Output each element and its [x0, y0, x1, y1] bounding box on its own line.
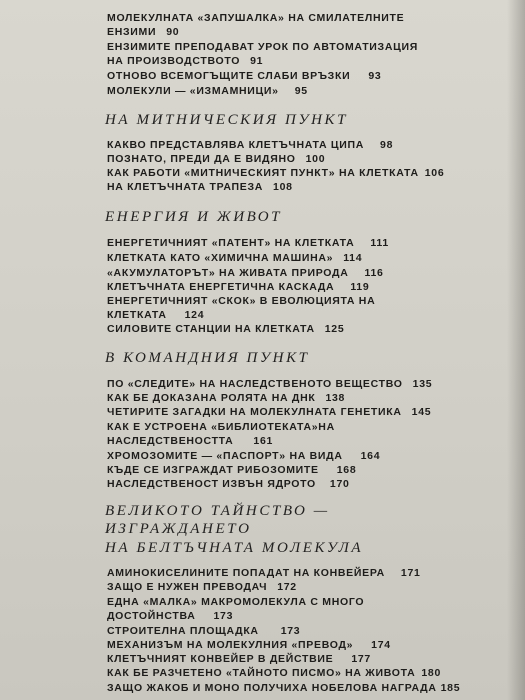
toc-entry-text: ЕНЗИМИ: [107, 26, 157, 38]
toc-entry: [107, 167, 444, 179]
toc-entry-text: НА ПРОИЗВОДСТВОТО: [107, 55, 241, 67]
toc-entry: [107, 181, 293, 193]
toc-entry-text: АМИНОКИСЕЛИНИТЕ ПОПАДАТ НА КОНВЕЙЕРА: [107, 567, 385, 579]
toc-page-number: 119: [350, 281, 370, 293]
toc-page-number: 116: [364, 267, 384, 279]
toc-page-number: 173: [280, 625, 301, 637]
toc-page-number: 185: [440, 682, 461, 694]
toc-entry: [107, 406, 431, 418]
toc-entry: [107, 581, 297, 593]
toc-page-number: 177: [351, 653, 371, 665]
toc-entry-text: КЛЕТЪЧНИЯТ КОНВЕЙЕР В ДЕЙСТВИЕ: [107, 653, 334, 665]
toc-entry: [107, 55, 263, 67]
toc-page-number: 106: [424, 167, 445, 179]
toc-entry: [107, 267, 384, 279]
toc-entry-text: ЕНЕРГЕТИЧНИЯТ «СКОК» В ЕВОЛЮЦИЯТА НА: [107, 295, 376, 307]
toc-entry-text: МОЛЕКУЛНАТА «ЗАПУШАЛКА» НА СМИЛАТЕЛНИТЕ: [107, 12, 405, 24]
toc-entry-text: ДОСТОЙНСТВА: [107, 610, 196, 622]
section-heading: ЕНЕРГИЯ И ЖИВОТ: [105, 209, 283, 225]
toc-entry-text: КАК БЕ РАЗЧЕТЕНО «ТАЙНОТО ПИСМО» НА ЖИВОТА: [107, 667, 416, 679]
toc-entry-text: ЧЕТИРИТЕ ЗАГАДКИ НА МОЛЕКУЛНАТА ГЕНЕТИКА: [107, 406, 402, 418]
section-heading: ВЕЛИКОТО ТАЙНСТВО —: [105, 503, 330, 519]
toc-page-number: 170: [329, 478, 350, 490]
toc-entry-text: КЪДЕ СЕ ИЗГРАЖДАТ РИБОЗОМИТЕ: [107, 464, 319, 476]
toc-entry-text: СТРОИТЕЛНА ПЛОЩАДКА: [107, 625, 259, 637]
toc-page-number: 180: [421, 667, 441, 679]
toc-entry-text: ЗАЩО ЖАКОБ И МОНО ПОЛУЧИХА НОБЕЛОВА НАГРАДА: [107, 682, 437, 694]
toc-entry: [107, 12, 404, 24]
toc-entry-text: ЕДНА «МАЛКА» МАКРОМОЛЕКУЛА С МНОГО: [107, 596, 365, 608]
toc-entry: [107, 653, 371, 665]
toc-entry: [107, 323, 344, 335]
toc-entry-text: КАК БЕ ДОКАЗАНА РОЛЯТА НА ДНК: [107, 392, 316, 404]
toc-entry: [107, 237, 389, 249]
toc-page-number: 145: [411, 406, 432, 418]
toc-page-number: 111: [370, 237, 389, 249]
toc-entry-text: НАСЛЕДСТВЕНОСТТА: [107, 435, 234, 447]
toc-entry: [107, 625, 300, 637]
toc-entry-text: КАК Е УСТРОЕНА «БИБЛИОТЕКАТА»НА: [107, 421, 335, 433]
toc-entry: [107, 153, 325, 165]
section-heading: В КОМАНДНИЯ ПУНКТ: [105, 350, 310, 366]
toc-page-number: 114: [343, 252, 363, 264]
toc-entry: [107, 139, 393, 151]
toc-entry-text: ЗАЩО Е НУЖЕН ПРЕВОДАЧ: [107, 581, 268, 593]
toc-page-number: 98: [380, 139, 394, 151]
toc-entry-text: КЛЕТКАТА КАТО «ХИМИЧНА МАШИНА»: [107, 252, 334, 264]
toc-page-number: 168: [336, 464, 357, 476]
toc-page-number: 174: [371, 639, 391, 651]
section-heading: НА БЕЛТЪЧНАТА МОЛЕКУЛА: [105, 540, 364, 556]
toc-page-number: 138: [325, 392, 346, 404]
toc-entry-text: НА КЛЕТЪЧНАТА ТРАПЕЗА: [107, 181, 264, 193]
toc-entry-text: ПО «СЛЕДИТЕ» НА НАСЛЕДСТВЕНОТО ВЕЩЕСТВО: [107, 378, 403, 390]
toc-entry: [107, 682, 460, 694]
toc-page-number: 161: [253, 435, 274, 447]
toc-page-number: 95: [294, 85, 308, 97]
toc-entry-text: ХРОМОЗОМИТЕ — «ПАСПОРТ» НА ВИДА: [107, 450, 343, 462]
toc-entry: [107, 378, 432, 390]
toc-entry-text: ЕНЗИМИТЕ ПРЕПОДАВАТ УРОК ПО АВТОМАТИЗАЦИЯ: [107, 41, 418, 53]
toc-page-number: 173: [213, 610, 234, 622]
toc-entry: [107, 421, 335, 433]
toc-entry: [107, 392, 345, 404]
toc-entry: [107, 281, 369, 293]
toc-entry-text: ОТНОВО ВСЕМОГЪЩИТЕ СЛАБИ ВРЪЗКИ: [107, 70, 351, 82]
toc-page-number: 100: [305, 153, 326, 165]
toc-entry: [107, 252, 362, 264]
toc-entry-text: МЕХАНИЗЪМ НА МОЛЕКУЛНИЯ «ПРЕВОД»: [107, 639, 354, 651]
section-heading: ИЗГРАЖДАНЕТО: [105, 521, 252, 537]
toc-entry-text: «АКУМУЛАТОРЪТ» НА ЖИВАТА ПРИРОДА: [107, 267, 349, 279]
toc-entry-text: СИЛОВИТЕ СТАНЦИИ НА КЛЕТКАТА: [107, 323, 315, 335]
toc-entry: [107, 610, 233, 622]
toc-entry: [107, 435, 273, 447]
toc-entry: [107, 639, 391, 651]
toc-page-number: 125: [324, 323, 345, 335]
toc-entry: [107, 295, 375, 307]
toc-entry: [107, 26, 179, 38]
toc-entry: [107, 464, 356, 476]
toc-page-number: 90: [166, 26, 180, 38]
toc-entry-text: КЛЕТЪЧНАТА ЕНЕРГЕТИЧНА КАСКАДА: [107, 281, 335, 293]
toc-entry-text: КАК РАБОТИ «МИТНИЧЕСКИЯТ ПУНКТ» НА КЛЕТКАТА: [107, 167, 419, 179]
toc-entry-text: ЕНЕРГЕТИЧНИЯТ «ПАТЕНТ» НА КЛЕТКАТА: [107, 237, 355, 249]
toc-entry: [107, 478, 350, 490]
toc-entry: [107, 70, 381, 82]
section-heading: НА МИТНИЧЕСКИЯ ПУНКТ: [105, 112, 349, 128]
toc-entry: [107, 567, 421, 579]
toc-page-number: 91: [250, 55, 264, 67]
toc-entry: [107, 667, 441, 679]
toc-page-number: 171: [400, 567, 421, 579]
toc-entry-text: КАКВО ПРЕДСТАВЛЯВА КЛЕТЪЧНАТА ЦИПА: [107, 139, 365, 151]
toc-entry-text: ПОЗНАТО, ПРЕДИ ДА Е ВИДЯНО: [107, 153, 296, 165]
toc-page-number: 93: [368, 70, 382, 82]
toc-page-number: 172: [277, 581, 297, 593]
toc-entry-text: МОЛЕКУЛИ — «ИЗМАМНИЦИ»: [107, 85, 279, 97]
toc-entry-text: КЛЕТКАТА: [107, 309, 167, 321]
toc-page-number: 124: [184, 309, 205, 321]
toc-entry: [107, 85, 308, 97]
toc-entry: [107, 309, 204, 321]
toc-entry-text: НАСЛЕДСТВЕНОСТ ИЗВЪН ЯДРОТО: [107, 478, 316, 490]
toc-entry: [107, 41, 418, 53]
toc-page-number: 164: [360, 450, 381, 462]
toc-page-number: 135: [412, 378, 433, 390]
page-edge-shadow: [507, 0, 525, 700]
toc-entry: [107, 450, 380, 462]
toc-page-number: 108: [273, 181, 293, 193]
toc-entry: [107, 596, 364, 608]
